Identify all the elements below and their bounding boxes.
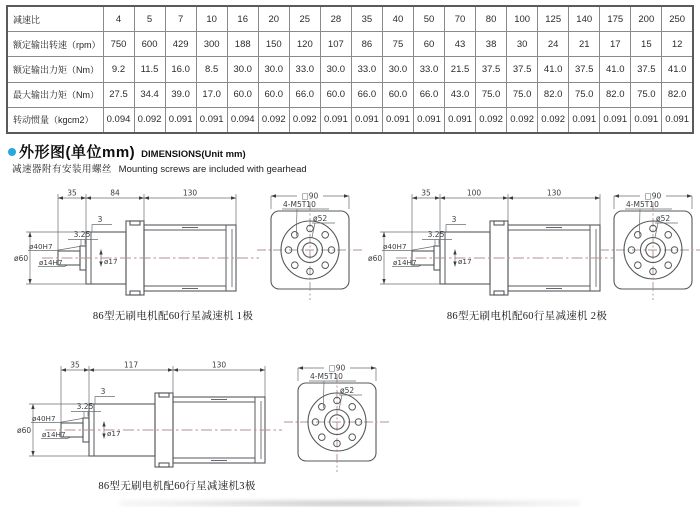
dim-arrow: [58, 196, 63, 199]
table-cell: 75.0: [507, 82, 538, 107]
table-cell: 27.5: [103, 82, 134, 107]
dim-arrow: [31, 404, 34, 409]
dim-arrow: [99, 262, 102, 267]
bullet-icon: [8, 148, 16, 156]
row-label: 额定输出转速（rpm）: [7, 32, 103, 57]
dim-label: 35: [67, 188, 77, 198]
dim-hub-label: 3.25: [76, 402, 94, 411]
dim-arrow: [28, 232, 31, 237]
spec-table-wrap: [6, 5, 694, 134]
bolt-hole: [349, 434, 356, 441]
table-cell: 0.091: [320, 107, 351, 133]
table-cell: 100: [507, 6, 538, 32]
table-cell: 16.0: [165, 57, 196, 82]
screw-callout: 4-M5T10: [626, 200, 659, 209]
spec-table-body: [7, 6, 693, 133]
bolt-hole: [318, 434, 325, 441]
table-cell: 0.091: [382, 107, 413, 133]
dim-arrow: [102, 422, 105, 427]
table-cell: 82.0: [600, 82, 631, 107]
table-cell: 120: [289, 32, 320, 57]
section-title-en: DIMENSIONS(Unit mm): [141, 149, 246, 160]
table-cell: 15: [631, 32, 662, 57]
table-cell: 60: [413, 32, 444, 57]
square-dim-label: □90: [301, 191, 319, 201]
table-cell: 16: [227, 6, 258, 32]
table-cell: 21.5: [445, 57, 476, 82]
table-cell: 17: [600, 32, 631, 57]
dim-arrow: [81, 196, 86, 199]
dim-plate-label: 3: [100, 387, 106, 396]
table-cell: 0.092: [476, 107, 507, 133]
table-cell: 41.0: [538, 57, 569, 82]
dim-label: 130: [546, 188, 562, 198]
table-cell: 0.092: [289, 107, 320, 133]
dia14-label: ø14H7: [39, 258, 63, 267]
table-cell: 0.091: [445, 107, 476, 133]
table-cell: 0.091: [165, 107, 196, 133]
table-cell: 12: [662, 32, 693, 57]
dim-arrow: [382, 232, 385, 237]
row-label: 减速比: [7, 6, 103, 32]
bolt-hole: [291, 231, 298, 238]
dim-label: 35: [70, 360, 80, 370]
table-row: [7, 6, 693, 32]
section-subtitle-zh: 减速器附有安装用螺丝: [12, 164, 113, 175]
table-cell: 5: [134, 6, 165, 32]
table-cell: 300: [196, 32, 227, 57]
extension-line: [410, 246, 436, 251]
row-label: 转动惯量（kgcm2）: [7, 107, 103, 133]
dim-arrow: [173, 368, 178, 371]
table-cell: 8.5: [196, 57, 227, 82]
flange-notch: [130, 221, 140, 225]
table-cell: 34.4: [134, 82, 165, 107]
dim-label: 130: [211, 360, 227, 370]
table-cell: 37.5: [476, 57, 507, 82]
table-cell: 30.0: [320, 57, 351, 82]
caption-3-stage: 86型无刷电机配60行星减速机3极: [98, 481, 256, 492]
section-subtitle-en: Mounting screws are included with gearhead: [118, 164, 307, 175]
table-cell: 60.0: [258, 82, 289, 107]
table-cell: 30: [507, 32, 538, 57]
dim-arrow: [102, 434, 105, 439]
table-cell: 82.0: [538, 82, 569, 107]
front-view-2: [598, 186, 700, 314]
section-title-zh: 外形图(单位mm): [19, 144, 136, 161]
front-view-3: [282, 358, 390, 486]
dim-label: 84: [110, 188, 120, 198]
table-cell: 0.092: [134, 107, 165, 133]
row-label: 最大输出力矩（Nm）: [7, 82, 103, 107]
table-cell: 66.0: [413, 82, 444, 107]
table-cell: 600: [134, 32, 165, 57]
dim-arrow: [440, 196, 445, 199]
flange-notch: [130, 291, 140, 295]
dim-arrow: [508, 196, 513, 199]
table-cell: 43: [445, 32, 476, 57]
table-cell: 0.092: [507, 107, 538, 133]
dia40-label: ø40H7: [32, 414, 56, 423]
bolt-hole: [634, 262, 641, 269]
table-cell: 140: [569, 6, 600, 32]
table-cell: 0.094: [227, 107, 258, 133]
dia60-label: ø60: [17, 426, 32, 435]
table-cell: 750: [103, 32, 134, 57]
bolt-hole: [318, 403, 325, 410]
table-cell: 60.0: [320, 82, 351, 107]
table-cell: 150: [258, 32, 289, 57]
dim-arrow: [453, 250, 456, 255]
dim-arrow: [28, 279, 31, 284]
table-cell: 30.0: [258, 57, 289, 82]
dim-hub-label: 3.25: [73, 230, 91, 239]
bolt-hole: [322, 231, 329, 238]
table-cell: 11.5: [134, 57, 165, 82]
table-cell: 0.091: [631, 107, 662, 133]
dim-arrow: [371, 366, 376, 369]
table-cell: 75.0: [476, 82, 507, 107]
table-cell: 9.2: [103, 57, 134, 82]
screw-callout: 4-M5T10: [283, 200, 316, 209]
dim-arrow: [435, 196, 440, 199]
table-cell: 35: [351, 6, 382, 32]
flange-notch: [494, 221, 504, 225]
table-cell: 25: [289, 6, 320, 32]
table-cell: 20: [258, 6, 289, 32]
table-cell: 0.091: [413, 107, 444, 133]
dim-arrow: [144, 196, 149, 199]
bolt-circle-callout: ø52: [340, 386, 355, 395]
table-cell: 188: [227, 32, 258, 57]
table-cell: 75.0: [631, 82, 662, 107]
extension-line: [59, 418, 85, 423]
dim-arrow: [139, 196, 144, 199]
table-cell: 37.5: [631, 57, 662, 82]
flange-notch: [159, 463, 169, 467]
table-cell: 0.091: [569, 107, 600, 133]
table-cell: 21: [569, 32, 600, 57]
table-cell: 0.091: [662, 107, 693, 133]
side-view-1-stage: [12, 186, 262, 306]
bolt-circle-callout: ø52: [313, 214, 328, 223]
table-row: [7, 82, 693, 107]
dia17-label: ø17: [107, 429, 121, 438]
dim-arrow: [614, 194, 619, 197]
dim-arrow: [99, 250, 102, 255]
dim-arrow: [382, 279, 385, 284]
table-cell: 0.091: [196, 107, 227, 133]
table-cell: 30.0: [227, 57, 258, 82]
dim-label: 117: [123, 360, 139, 370]
table-cell: 40: [382, 6, 413, 32]
table-cell: 39.0: [165, 82, 196, 107]
table-cell: 0.094: [103, 107, 134, 133]
dim-arrow: [412, 196, 417, 199]
flange-notch: [159, 393, 169, 397]
front-view-1: [255, 186, 363, 314]
dia17-label: ø17: [458, 257, 472, 266]
table-cell: 10: [196, 6, 227, 32]
table-cell: 33.0: [413, 57, 444, 82]
section-title: [8, 141, 246, 162]
dia40-label: ø40H7: [29, 242, 53, 251]
dim-arrow: [89, 368, 94, 371]
dim-arrow: [687, 194, 692, 197]
table-cell: 107: [320, 32, 351, 57]
dim-arrow: [453, 262, 456, 267]
side-view-3-stage: [15, 358, 285, 478]
bolt-hole: [322, 262, 329, 269]
spec-table: [6, 5, 694, 134]
page-edge-shadow: [120, 500, 580, 507]
table-cell: 37.5: [569, 57, 600, 82]
table-cell: 43.0: [445, 82, 476, 107]
table-cell: 4: [103, 6, 134, 32]
dim-arrow: [503, 196, 508, 199]
dim-arrow: [168, 368, 173, 371]
dim-plate-label: 3: [97, 215, 103, 224]
table-cell: 28: [320, 6, 351, 32]
side-view-2-stage: [366, 186, 616, 306]
table-cell: 50: [413, 6, 444, 32]
square-dim-label: □90: [644, 191, 662, 201]
table-row: [7, 107, 693, 133]
bolt-circle-callout: ø52: [656, 214, 671, 223]
dim-label: 100: [466, 188, 482, 198]
dim-arrow: [61, 368, 66, 371]
dim-arrow: [84, 368, 89, 371]
table-cell: 75: [382, 32, 413, 57]
table-cell: 33.0: [351, 57, 382, 82]
table-cell: 0.091: [351, 107, 382, 133]
flange-notch: [494, 291, 504, 295]
table-cell: 7: [165, 6, 196, 32]
screw-callout: 4-M5T10: [310, 372, 343, 381]
table-cell: 175: [600, 6, 631, 32]
dim-arrow: [298, 366, 303, 369]
caption-1-stage: 86型无刷电机配60行星减速机 1极: [92, 311, 254, 322]
dim-label: 35: [421, 188, 431, 198]
table-cell: 86: [351, 32, 382, 57]
dim-arrow: [344, 194, 349, 197]
bolt-hole: [634, 231, 641, 238]
bolt-hole: [665, 231, 672, 238]
table-cell: 37.5: [507, 57, 538, 82]
table-cell: 429: [165, 32, 196, 57]
square-dim-label: □90: [328, 363, 346, 373]
dim-arrow: [271, 194, 276, 197]
dim-hub-label: 3.25: [427, 230, 445, 239]
bolt-hole: [349, 403, 356, 410]
table-cell: 41.0: [600, 57, 631, 82]
table-cell: 0.091: [600, 107, 631, 133]
dim-arrow: [260, 368, 265, 371]
caption-2-stage: 86型无刷电机配60行星减速机 2极: [446, 311, 608, 322]
table-row: [7, 57, 693, 82]
bolt-hole: [665, 262, 672, 269]
dia14-label: ø14H7: [393, 258, 417, 267]
table-cell: 60.0: [382, 82, 413, 107]
dim-arrow: [31, 451, 34, 456]
dim-arrow: [86, 196, 91, 199]
table-cell: 82.0: [662, 82, 693, 107]
table-cell: 24: [538, 32, 569, 57]
table-cell: 41.0: [662, 57, 693, 82]
table-cell: 200: [631, 6, 662, 32]
row-label: 额定输出力矩（Nm）: [7, 57, 103, 82]
table-cell: 17.0: [196, 82, 227, 107]
dia17-label: ø17: [104, 257, 118, 266]
dia40-label: ø40H7: [383, 242, 407, 251]
table-cell: 70: [445, 6, 476, 32]
extension-line: [56, 246, 82, 251]
table-cell: 33.0: [289, 57, 320, 82]
dim-plate-label: 3: [451, 215, 457, 224]
table-cell: 60.0: [227, 82, 258, 107]
dia60-label: ø60: [14, 254, 29, 263]
dia14-label: ø14H7: [42, 430, 66, 439]
table-cell: 80: [476, 6, 507, 32]
table-row: [7, 32, 693, 57]
section-subtitle: [12, 161, 307, 175]
table-cell: 250: [662, 6, 693, 32]
table-cell: 125: [538, 6, 569, 32]
table-cell: 75.0: [569, 82, 600, 107]
table-cell: 0.092: [538, 107, 569, 133]
table-cell: 66.0: [351, 82, 382, 107]
dim-arrow: [231, 196, 236, 199]
table-cell: 0.092: [258, 107, 289, 133]
table-cell: 38: [476, 32, 507, 57]
dia60-label: ø60: [368, 254, 383, 263]
table-cell: 66.0: [289, 82, 320, 107]
bolt-hole: [291, 262, 298, 269]
dim-label: 130: [182, 188, 198, 198]
table-cell: 30.0: [382, 57, 413, 82]
